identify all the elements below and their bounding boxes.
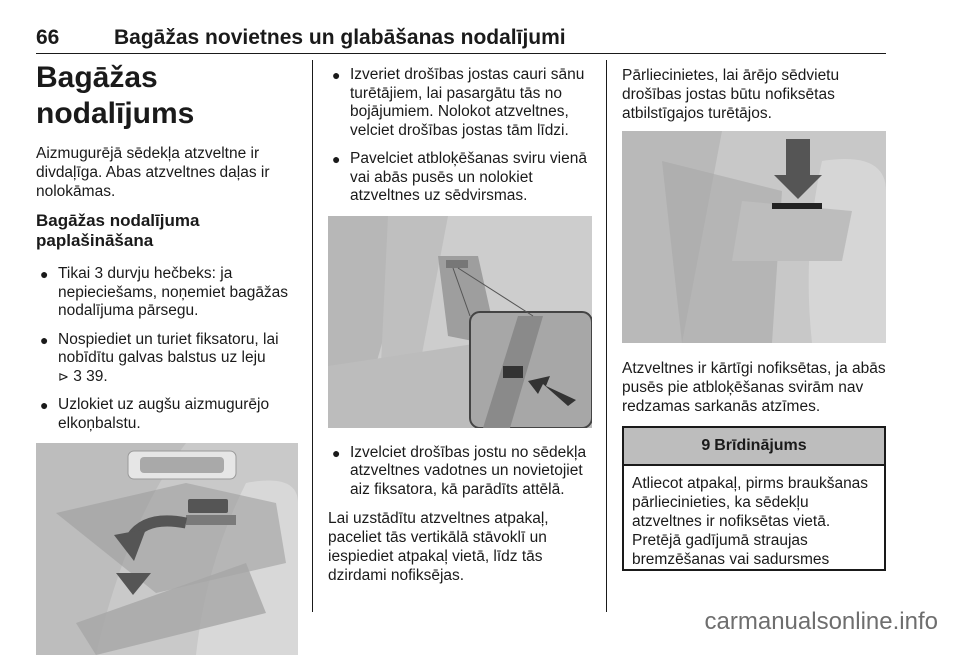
bullet-icon: ● — [332, 67, 341, 83]
page-number: 66 — [36, 26, 60, 49]
warning-header — [624, 428, 884, 466]
paragraph: Atzveltnes ir kārtīgi nofiksētas, ja abās pusēs pie atbloķēšanas svirām nav redzamas sarkanās atzīmes. — [622, 360, 886, 415]
instruction-list — [328, 66, 592, 206]
warning-box — [622, 426, 886, 571]
bullet-icon: ● — [40, 331, 49, 348]
figure-lock-indicator — [622, 131, 886, 343]
column-1 — [36, 60, 298, 655]
column-divider-1 — [312, 60, 313, 612]
figure-seatbelt-guide — [328, 216, 592, 428]
list-item: ● Izvelciet drošības jostu no sēdekļa atzveltnes vadotnes un novietojiet aiz fiksatora, kā parādīts attēlā. — [332, 443, 587, 498]
column-2 — [328, 66, 592, 593]
figure-headrest-lowering — [36, 443, 298, 655]
page-ref-arrow-icon: ⊳ — [58, 368, 69, 384]
paragraph: Pārliecinietes, lai ārējo sēdvietu drošības jostas būtu nofiksētas atbilstīgajos turētājos. — [622, 67, 840, 122]
watermark: carmanualsonline.info — [704, 608, 938, 635]
bullet-icon: ● — [40, 266, 49, 282]
bullet-icon: ● — [332, 444, 341, 461]
page-reference[interactable]: 3 39. — [73, 367, 108, 385]
section-heading: Bagāžas nodalījums — [36, 61, 195, 130]
column-divider-2 — [606, 60, 607, 612]
list-item: ● Izveriet drošības jostas cauri sānu turētājiem, lai pasargātu tās no bojājumiem. Nolokot atzveltnes, velciet drošības jostas tām līdzi. — [332, 66, 585, 139]
instruction-list — [36, 265, 298, 433]
list-item: ● Uzlokiet uz augšu aizmugurējo elkoņbalstu. — [40, 396, 270, 432]
chapter-title: Bagāžas novietnes un glabāšanas nodalījumi — [114, 26, 566, 49]
paragraph: Lai uzstādītu atzveltnes atpakaļ, paceliet tās vertikālā stāvoklī un iespiediet atpakaļ vietā, līdz tās dzirdami nofiksējas. — [328, 510, 549, 584]
list-item: ● Nospiediet un turiet fiksatoru, lai nobīdītu galvas balstus uz leju ⊳ 3 39. — [40, 330, 279, 385]
page-header — [36, 26, 886, 54]
list-item: ● Pavelciet atbloķēšanas sviru vienā vai abās pusēs un nolokiet atzveltnes uz sēdvirsmas. — [332, 150, 587, 204]
header-rule — [36, 53, 886, 54]
warning-body: Atliecot atpakaļ, pirms braukšanas pārliecinieties, ka sēdekļu atzveltnes ir nofiksētas vietā. Pretējā gadījumā straujas bremzēšanas vai sadursmes — [632, 475, 869, 568]
list-item: ● Tikai 3 durvju hečbeks: ja nepieciešams, noņemiet bagāžas nodalījuma pārsegu. — [40, 265, 289, 319]
bullet-icon: ● — [40, 397, 49, 413]
warning-title: Brīdinājums — [714, 437, 807, 454]
intro-paragraph: Aizmugurējā sēdekļa atzveltne ir divdaļīga. Abas atzveltnes daļas ir nolokāmas. — [36, 145, 270, 200]
column-3 — [622, 66, 886, 571]
instruction-list — [328, 444, 592, 500]
subsection-heading: Bagāžas nodalījuma paplašināšana — [36, 211, 200, 250]
warning-triangle-icon: 9 — [701, 437, 711, 454]
bullet-icon: ● — [332, 151, 341, 167]
